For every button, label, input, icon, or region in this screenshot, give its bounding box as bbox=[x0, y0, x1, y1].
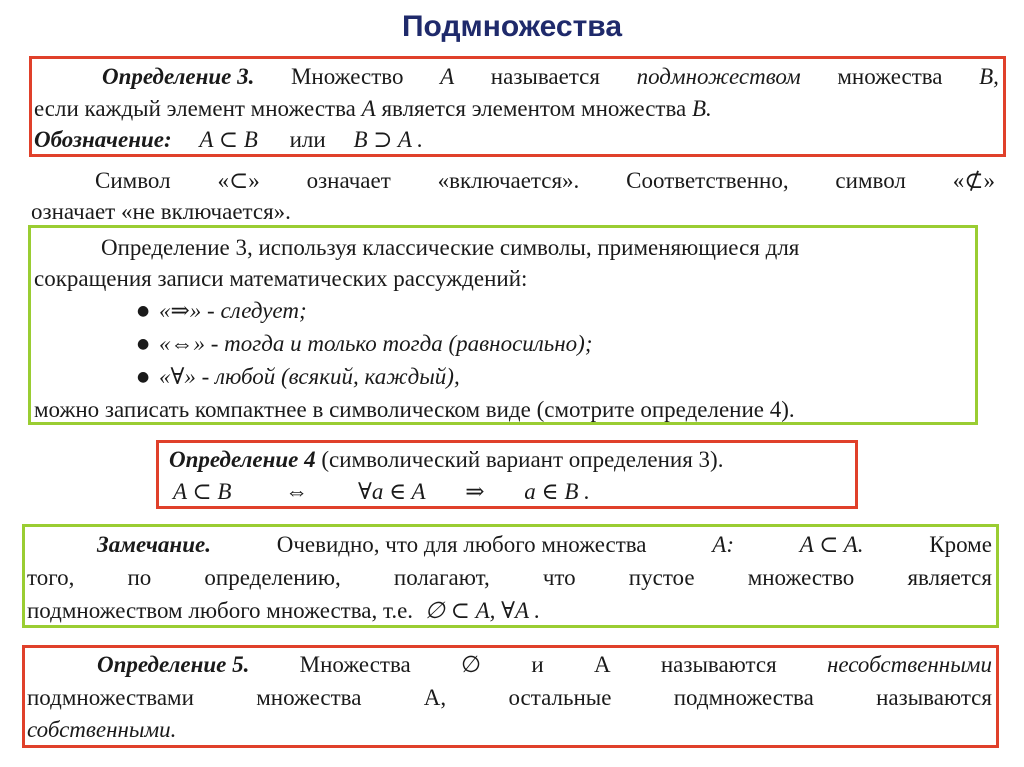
formula-part: A: bbox=[712, 532, 734, 557]
page-title: Подмножества bbox=[401, 10, 623, 43]
bullet-iff bbox=[137, 331, 593, 357]
notation-formula: B ⊃ A . bbox=[353, 127, 424, 152]
remark-line-2 bbox=[27, 565, 992, 591]
remark-word: того, bbox=[27, 565, 75, 590]
formula-part: a ∈ B . bbox=[524, 479, 590, 504]
classic-line-end: можно записать компактнее в символическом виде (смотрите определение 4). bbox=[34, 397, 795, 422]
not-subset-symbol: «⊄» bbox=[952, 168, 995, 193]
implies-symbol: «⇒» bbox=[159, 298, 202, 323]
definition-5-word: называются bbox=[876, 685, 992, 710]
definition-5-line-1 bbox=[97, 652, 992, 678]
set-a-symbol: A bbox=[440, 64, 455, 89]
definition-4-text: (символический вариант определения 3). bbox=[315, 447, 724, 472]
bullet-forall bbox=[137, 364, 460, 390]
empty-set-formula: ∅ ⊂ A, ∀A . bbox=[424, 598, 541, 623]
definition-4-formula bbox=[173, 479, 590, 505]
set-b-symbol: B. bbox=[691, 96, 712, 121]
subset-term: подмножеством bbox=[636, 64, 801, 89]
definition-3-text: Множество bbox=[290, 64, 404, 89]
bullet-icon: ● bbox=[137, 369, 150, 385]
proper-term: собственными. bbox=[27, 717, 177, 742]
definition-5-text: Множества bbox=[299, 652, 411, 677]
classic-text: Определение 3, используя классические символы, применяющиеся для bbox=[101, 235, 800, 260]
paragraph-word: Символ bbox=[95, 168, 171, 193]
remark-word: множество bbox=[747, 565, 855, 590]
improper-term: несобственными bbox=[826, 652, 992, 677]
definition-4-box bbox=[156, 440, 858, 509]
remark-text: Кроме bbox=[929, 532, 992, 557]
set-a-symbol: A bbox=[361, 96, 376, 121]
remark-text: Очевидно, что для любого множества bbox=[276, 532, 647, 557]
implies-symbol: ⇒ bbox=[465, 479, 485, 504]
classic-line-2: сокращения записи математических рассуждений: bbox=[34, 266, 528, 291]
definition-3-text: называется bbox=[490, 64, 600, 89]
subset-symbol: «⊂» bbox=[217, 168, 260, 193]
definition-5-word: множества bbox=[256, 685, 362, 710]
definition-3-notation bbox=[34, 127, 423, 153]
formula-part: A ⊂ A. bbox=[799, 532, 864, 557]
remark-word: является bbox=[907, 565, 992, 590]
definition-3-line-1 bbox=[102, 64, 999, 90]
bullet-icon: ● bbox=[137, 336, 150, 352]
bullet-icon: ● bbox=[137, 303, 150, 319]
iff-symbol: ⇔ bbox=[285, 479, 309, 504]
remark-word: определению, bbox=[204, 565, 341, 590]
remark-word: пустое bbox=[628, 565, 695, 590]
paragraph-word: Соответственно, bbox=[626, 168, 789, 193]
definition-5-line-2 bbox=[27, 685, 992, 711]
symbol-paragraph-line-2: означает «не включается». bbox=[31, 199, 291, 224]
paragraph-word: «включается». bbox=[437, 168, 580, 193]
iff-symbol: «⇔» bbox=[159, 331, 205, 356]
notation-label: Обозначение: bbox=[34, 127, 172, 152]
definition-4-label: Определение 4 bbox=[169, 447, 316, 472]
definition-5-text: и bbox=[531, 652, 544, 677]
definition-5-word: подмножествами bbox=[27, 685, 194, 710]
bullet-text: - тогда и только тогда (равносильно); bbox=[205, 331, 593, 356]
bullet-text: - следует; bbox=[201, 298, 307, 323]
definition-3-box bbox=[29, 56, 1006, 157]
definition-5-word: остальные bbox=[508, 685, 612, 710]
definition-3-line-2 bbox=[34, 96, 712, 122]
definition-3-label: Определение 3. bbox=[102, 64, 255, 89]
remark-word: по bbox=[127, 565, 152, 590]
paragraph-word: означает bbox=[306, 168, 391, 193]
definition-3-text: множества bbox=[837, 64, 943, 89]
remark-text: подмножеством любого множества, т.е. bbox=[27, 598, 414, 623]
definition-5-word: подмножества bbox=[673, 685, 814, 710]
definition-5-text: называются bbox=[660, 652, 777, 677]
bullet-implies bbox=[137, 298, 307, 324]
definition-5-text: А bbox=[593, 652, 611, 677]
remark-box bbox=[22, 524, 999, 628]
symbol-paragraph-line-1 bbox=[95, 168, 995, 194]
classic-line-1 bbox=[101, 235, 975, 261]
remark-word: полагают, bbox=[393, 565, 490, 590]
bullet-text: - любой (всякий, каждый), bbox=[195, 364, 460, 389]
set-b-symbol: B, bbox=[979, 64, 999, 89]
definition-5-label: Определение 5. bbox=[97, 652, 250, 677]
empty-set-symbol: ∅ bbox=[461, 652, 482, 677]
definition-3-text: если каждый элемент множества bbox=[34, 96, 356, 121]
definition-5-word: А, bbox=[423, 685, 447, 710]
remark-label: Замечание. bbox=[97, 532, 211, 557]
remark-word: что bbox=[542, 565, 576, 590]
remark-line-3 bbox=[27, 598, 540, 624]
definition-3-text: является элементом множества bbox=[381, 96, 687, 121]
remark-line-1 bbox=[97, 532, 992, 558]
notation-formula: A ⊂ B bbox=[199, 127, 258, 152]
paragraph-word: символ bbox=[835, 168, 906, 193]
notation-or: или bbox=[289, 127, 326, 152]
definition-5-box bbox=[22, 645, 999, 748]
classic-symbols-box bbox=[28, 225, 978, 425]
definition-4-line-1 bbox=[169, 447, 723, 473]
formula-part: ∀a ∈ A bbox=[357, 479, 426, 504]
formula-part: A ⊂ B bbox=[173, 479, 232, 504]
forall-symbol: «∀» bbox=[159, 364, 196, 389]
